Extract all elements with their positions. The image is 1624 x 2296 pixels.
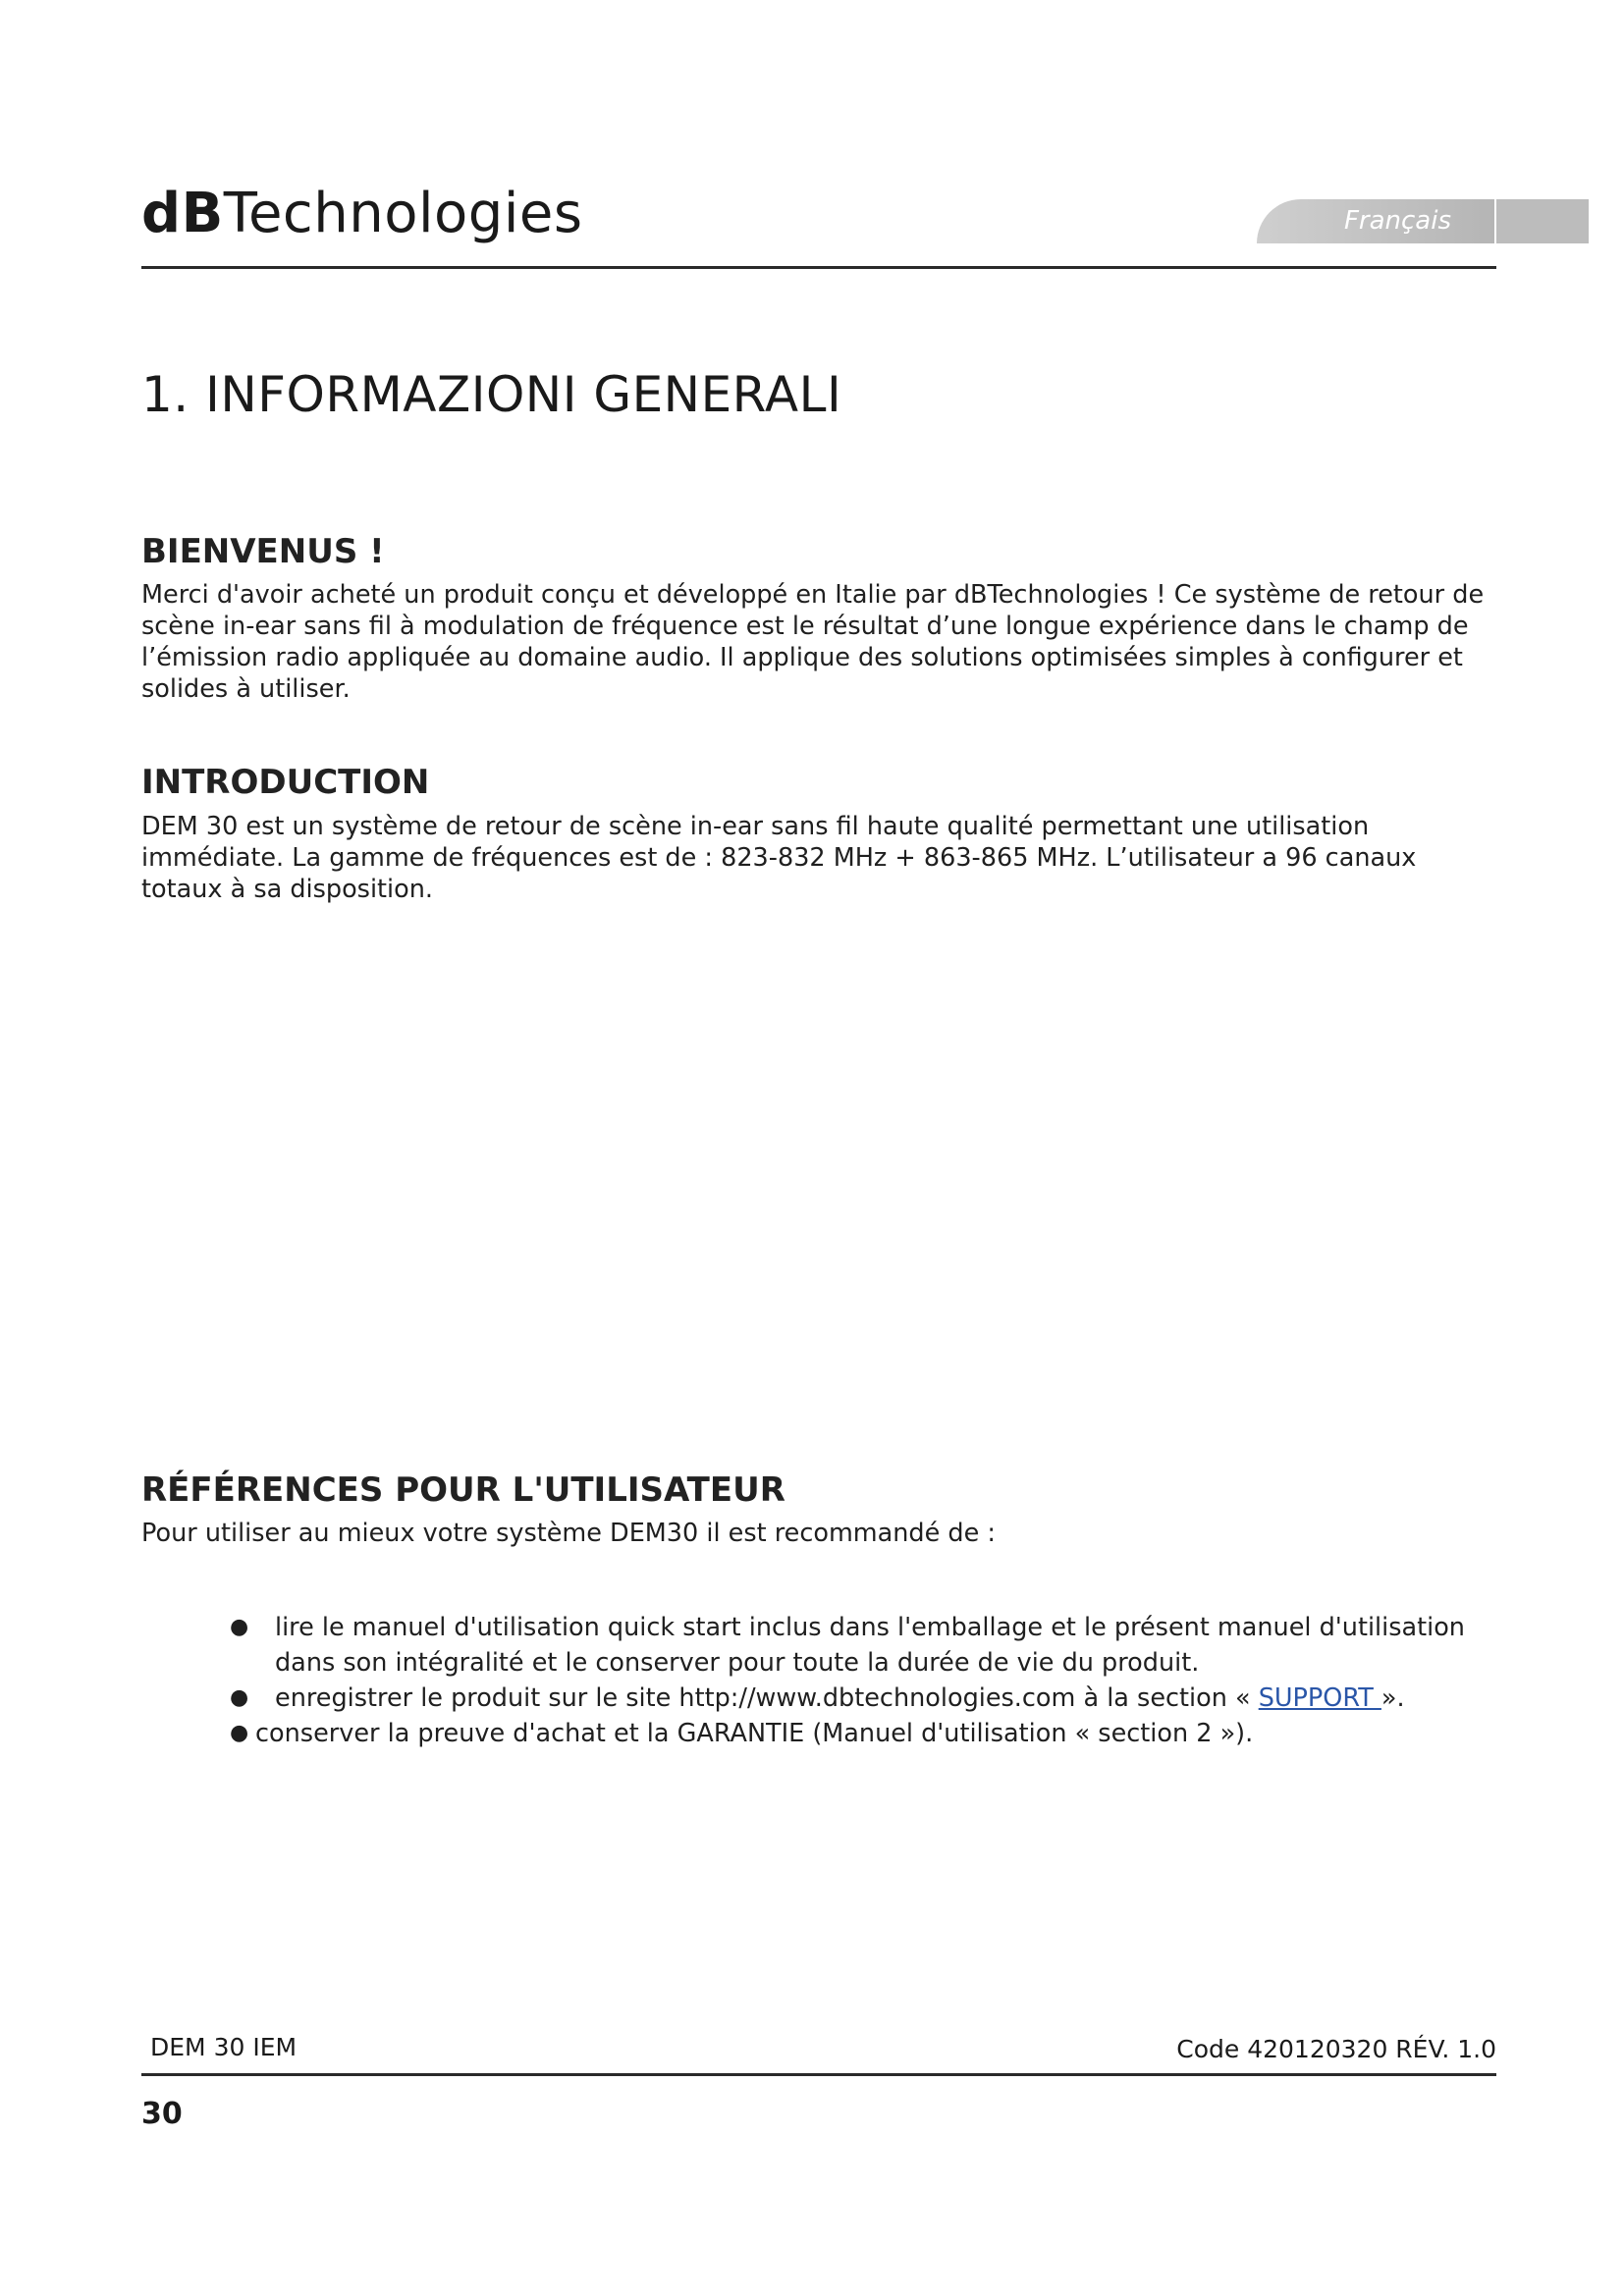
language-tab-edge xyxy=(1496,199,1589,243)
bullet-icon: ● xyxy=(230,1615,249,1639)
introduction-paragraph: DEM 30 est un système de retour de scène in-ear sans fil haute qualité permettant une utilisation immédiate. La gamme de fréquences est de : 823-832 MHz + 863-865 MHz. L’utilisateur a 96 canaux totaux à sa disposition. xyxy=(141,812,1417,904)
references-heading: RÉFÉRENCES POUR L'UTILISATEUR xyxy=(141,1470,785,1510)
page-number: 30 xyxy=(141,2097,183,2131)
list-item xyxy=(141,1610,1496,1681)
support-link[interactable]: SUPPORT xyxy=(1258,1683,1381,1713)
bullet-icon: ● xyxy=(230,1685,249,1710)
list-item xyxy=(141,1716,1496,1751)
footer-code: Code 420120320 RÉV. 1.0 xyxy=(1176,2035,1496,2063)
footer-product: DEM 30 IEM xyxy=(150,2033,298,2061)
introduction-heading: INTRODUCTION xyxy=(141,763,430,802)
list-item-text: lire le manuel d'utilisation quick start inclus dans l'emballage et le présent manuel d'utilisation dans son intégralité et le conserver pour toute la durée de vie du produit. xyxy=(275,1613,1465,1678)
footer-rule xyxy=(141,2073,1496,2076)
list-item xyxy=(141,1681,1496,1716)
header-rule xyxy=(141,266,1496,269)
logo-bold-text: dB xyxy=(141,182,224,245)
references-list xyxy=(141,1610,1496,1751)
logo-light-text: Technologies xyxy=(223,182,583,245)
list-item-text: conserver la preuve d'achat et la GARANTIE (Manuel d'utilisation « section 2 »). xyxy=(255,1719,1254,1748)
language-tab: Français xyxy=(1257,199,1494,243)
page-title: 1. INFORMAZIONI GENERALI xyxy=(141,366,842,423)
welcome-paragraph: Merci d'avoir acheté un produit conçu et développé en Italie par dBTechnologies ! Ce système de retour de scène in-ear sans fil à modulation de fréquence est le résultat d’une longue expérience dans le champ de l’émission radio appliquée au domaine audio. Il applique des solutions optimisées simples à configurer et solides à utiliser. xyxy=(141,580,1485,704)
references-intro: Pour utiliser au mieux votre système DEM30 il est recommandé de : xyxy=(141,1519,996,1548)
brand-logo xyxy=(141,183,583,245)
list-item-text: enregistrer le produit sur le site http://www.dbtechnologies.com à la section « xyxy=(275,1683,1259,1713)
bullet-icon: ● xyxy=(230,1721,249,1745)
welcome-heading: BIENVENUS ! xyxy=(141,532,385,571)
list-item-text-end: ». xyxy=(1380,1683,1405,1713)
